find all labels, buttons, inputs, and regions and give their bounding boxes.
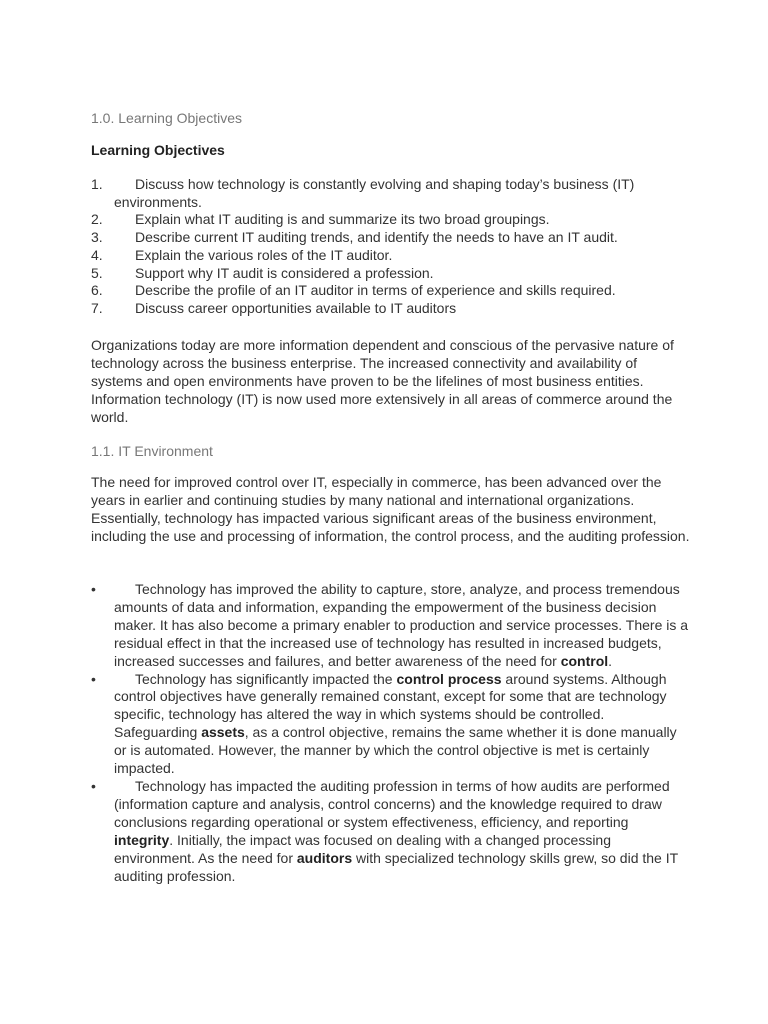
learning-objectives-title: Learning Objectives	[91, 142, 225, 158]
list-number: 5.	[91, 264, 103, 281]
bullet-text: , as a control objective, remains the same whether it is done manually or is automated. However, the manner by which the control objective is met is certainly impacted.	[114, 724, 677, 777]
list-number: 1.	[91, 176, 103, 192]
bold-term: control	[560, 652, 609, 669]
bold-term: auditors	[296, 849, 353, 866]
list-number: 2.	[91, 211, 103, 228]
list-item	[91, 581, 691, 671]
bullet-icon: •	[91, 777, 96, 794]
impact-bullet-list	[91, 581, 691, 885]
list-item	[91, 778, 691, 885]
list-item	[91, 671, 691, 778]
it-environment-paragraph: The need for improved control over IT, especially in commerce, has been advanced over the years in earlier and continuing studies by many national and international organizations. Essentially, technology has impacted various significant areas of the business environment, including the use and processing of information, the control process, and the auditing profession.	[91, 474, 690, 544]
bold-term: integrity	[114, 831, 170, 848]
list-item-text: Describe current IT auditing trends, and identify the needs to have an IT audit.	[135, 229, 618, 246]
bullet-text: . Initially, the impact was focused on dealing with a changed processing environment. As the need for	[114, 831, 612, 866]
section-heading-it-environment: 1.1. IT Environment	[91, 443, 213, 459]
list-item	[91, 247, 691, 265]
bullet-text: Technology has significantly impacted the	[135, 670, 397, 687]
bullet-text: around systems. Although control objectives have generally remained constant, except for some that are technology specific, technology has altered the way in which systems should be controlled. Safeguarding	[114, 670, 667, 741]
list-item-text: Explain the various roles of the IT auditor.	[135, 246, 393, 263]
list-item	[91, 300, 691, 318]
list-number: 3.	[91, 229, 103, 246]
section-heading-learning-objectives: 1.0. Learning Objectives	[91, 110, 242, 126]
bullet-text: Technology has improved the ability to capture, store, analyze, and process tremendous amounts of data and information, expanding the empowerment of the business decision maker. It has also become a primary enabler to production and service processes. There is a residual effect in that the increased use of technology has resulted in increased budgets, increased successes and failures, and better awareness of the need for	[114, 581, 689, 669]
list-number: 7.	[91, 299, 103, 316]
intro-paragraph: Organizations today are more information dependent and conscious of the pervasive nature of technology across the business enterprise. The increased connectivity and availability of systems and open environments have proven to be the lifelines of most business entities. Information technology (IT) is now used more extensively in all areas of commerce around the world.	[91, 337, 674, 425]
bullet-text: Technology has impacted the auditing profession in terms of how audits are performed (information capture and analysis, control concerns) and the knowledge required to draw conclusions regarding operational or system effectiveness, efficiency, and reporting	[114, 777, 670, 830]
list-item-text: Discuss how technology is constantly evolving and shaping today’s business (IT) environments.	[114, 176, 635, 210]
list-item-text: Discuss career opportunities available to IT auditors	[135, 299, 457, 316]
bullet-icon: •	[91, 581, 96, 597]
list-item	[91, 282, 691, 300]
list-item-text: Describe the profile of an IT auditor in terms of experience and skills required.	[135, 282, 616, 299]
list-item-text: Explain what IT auditing is and summarize its two broad groupings.	[135, 211, 550, 228]
bullet-text: with specialized technology skills grew, so did the IT auditing profession.	[114, 849, 678, 884]
list-item	[91, 211, 691, 229]
bullet-text: .	[608, 652, 613, 669]
list-item-text: Support why IT audit is considered a profession.	[135, 264, 434, 281]
bold-term: assets	[201, 724, 245, 741]
list-number: 6.	[91, 282, 103, 299]
list-item	[91, 176, 691, 211]
list-item	[91, 229, 691, 247]
list-number: 4.	[91, 246, 103, 263]
bold-term: control process	[396, 670, 502, 687]
list-item	[91, 265, 691, 283]
objectives-list	[91, 176, 691, 318]
bullet-icon: •	[91, 670, 96, 687]
